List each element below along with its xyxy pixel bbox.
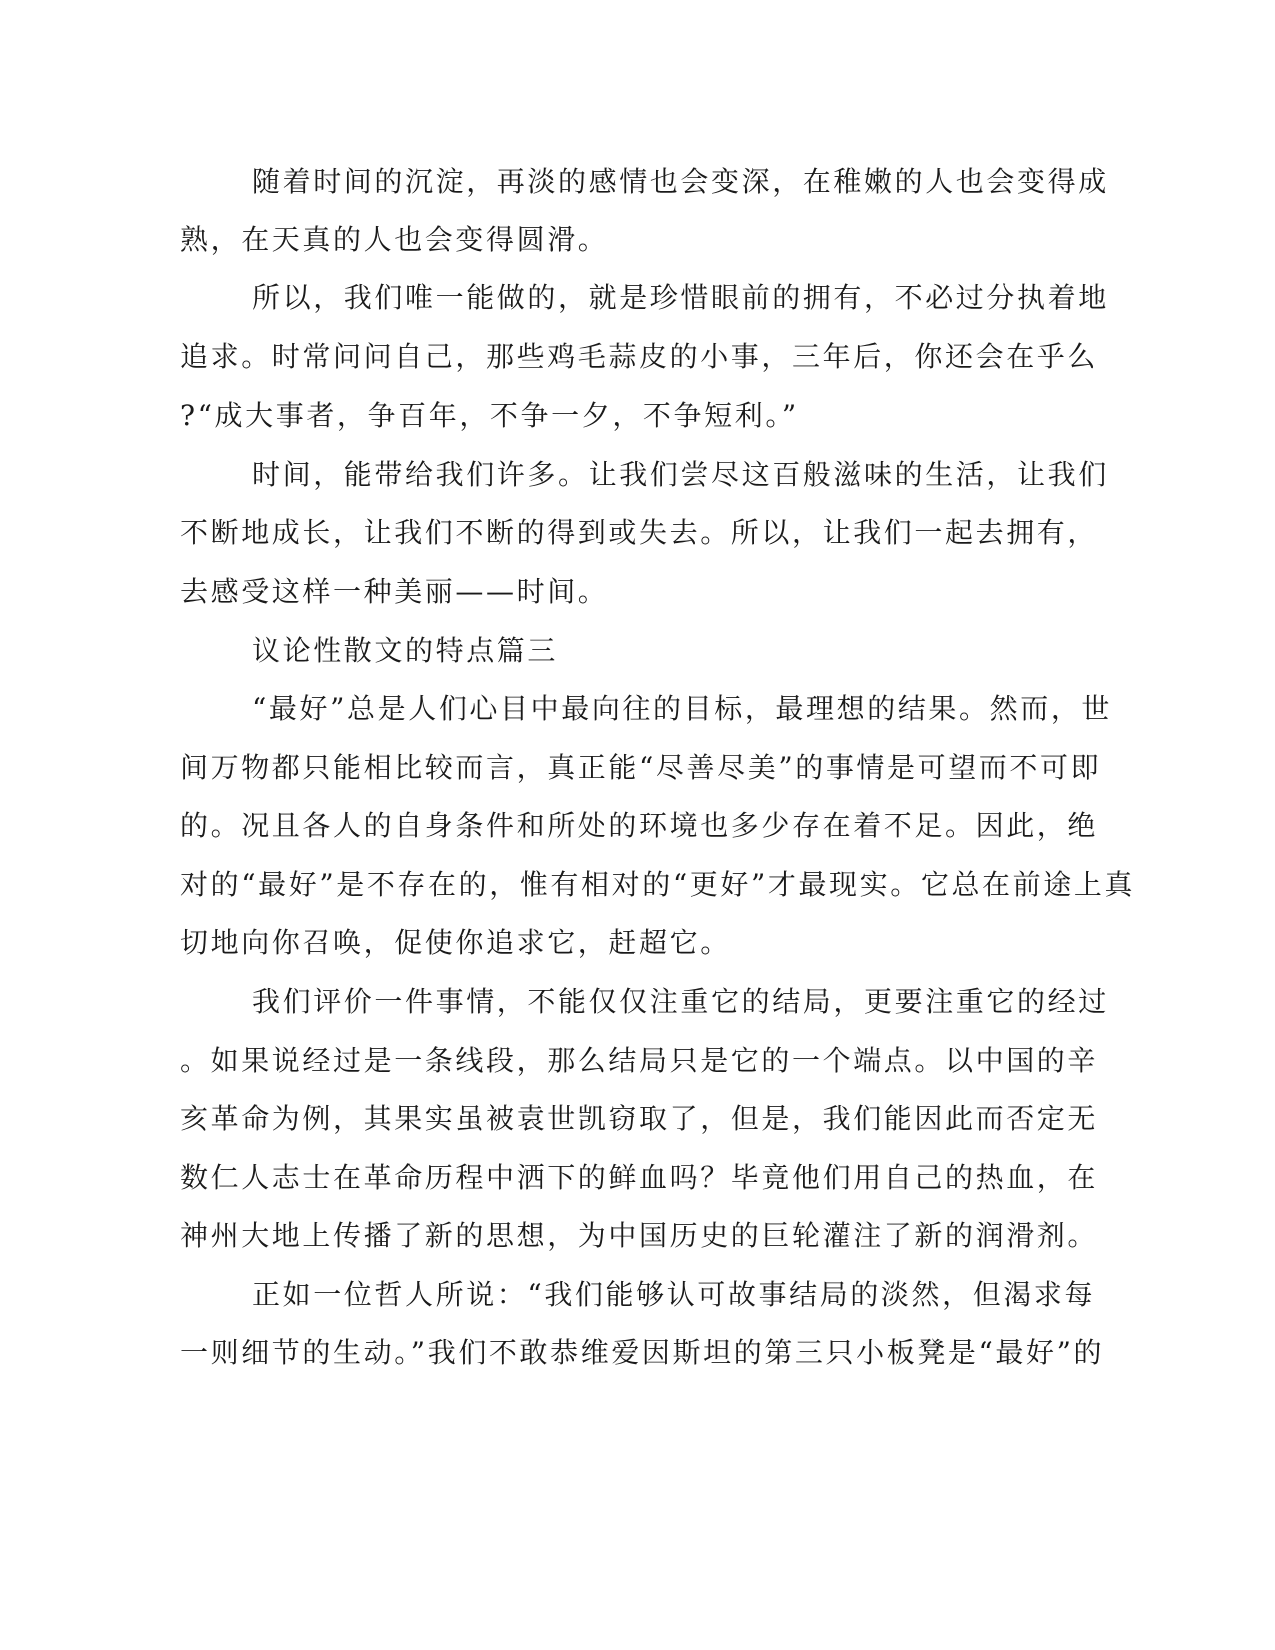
section-heading: 议论性散文的特点篇三: [252, 634, 559, 667]
paragraph-line: “最好”总是人们心目中最向往的目标，最理想的结果。然而，世: [252, 692, 1113, 725]
paragraph-line: 间万物都只能相比较而言，真正能“尽善尽美”的事情是可望而不可即: [180, 751, 1102, 784]
paragraph-line: 熟，在天真的人也会变得圆滑。: [180, 223, 609, 256]
paragraph-line: 随着时间的沉淀，再淡的感情也会变深，在稚嫩的人也会变得成: [252, 165, 1109, 198]
paragraph-line: 的。况且各人的自身条件和所处的环境也多少存在着不足。因此，绝: [180, 809, 1099, 842]
paragraph-line: 亥革命为例，其果实虽被袁世凯窃取了，但是，我们能因此而否定无: [180, 1102, 1099, 1135]
paragraph-line: 我们评价一件事情，不能仅仅注重它的结局，更要注重它的经过: [252, 985, 1109, 1018]
paragraph-line: 数仁人志士在革命历程中洒下的鲜血吗？毕竟他们用自己的热血，在: [180, 1161, 1099, 1194]
paragraph-line: 追求。时常问问自己，那些鸡毛蒜皮的小事，三年后，你还会在乎么: [180, 340, 1099, 373]
paragraph-line: 正如一位哲人所说：“我们能够认可故事结局的淡然，但渴求每: [252, 1278, 1096, 1311]
paragraph-line: 神州大地上传播了新的思想，为中国历史的巨轮灌注了新的润滑剂。: [180, 1219, 1099, 1252]
paragraph-line: 不断地成长，让我们不断的得到或失去。所以，让我们一起去拥有，: [180, 516, 1099, 549]
paragraph-line: 。如果说经过是一条线段，那么结局只是它的一个端点。以中国的辛: [180, 1044, 1099, 1077]
paragraph-line: 去感受这样一种美丽——时间。: [180, 575, 609, 608]
paragraph-line: 对的“最好”是不存在的，惟有相对的“更好”才最现实。它总在前途上真: [180, 868, 1136, 901]
paragraph-line: 一则细节的生动。”我们不敢恭维爱因斯坦的第三只小板凳是“最好”的: [180, 1336, 1105, 1369]
paragraph-line: 时间，能带给我们许多。让我们尝尽这百般滋味的生活，让我们: [252, 458, 1109, 491]
paragraph-line: 切地向你召唤，促使你追求它，赶超它。: [180, 926, 731, 959]
paragraph-line: ?“成大事者，争百年，不争一夕，不争短利。”: [180, 399, 799, 432]
paragraph-line: 所以，我们唯一能做的，就是珍惜眼前的拥有，不必过分执着地: [252, 281, 1109, 314]
